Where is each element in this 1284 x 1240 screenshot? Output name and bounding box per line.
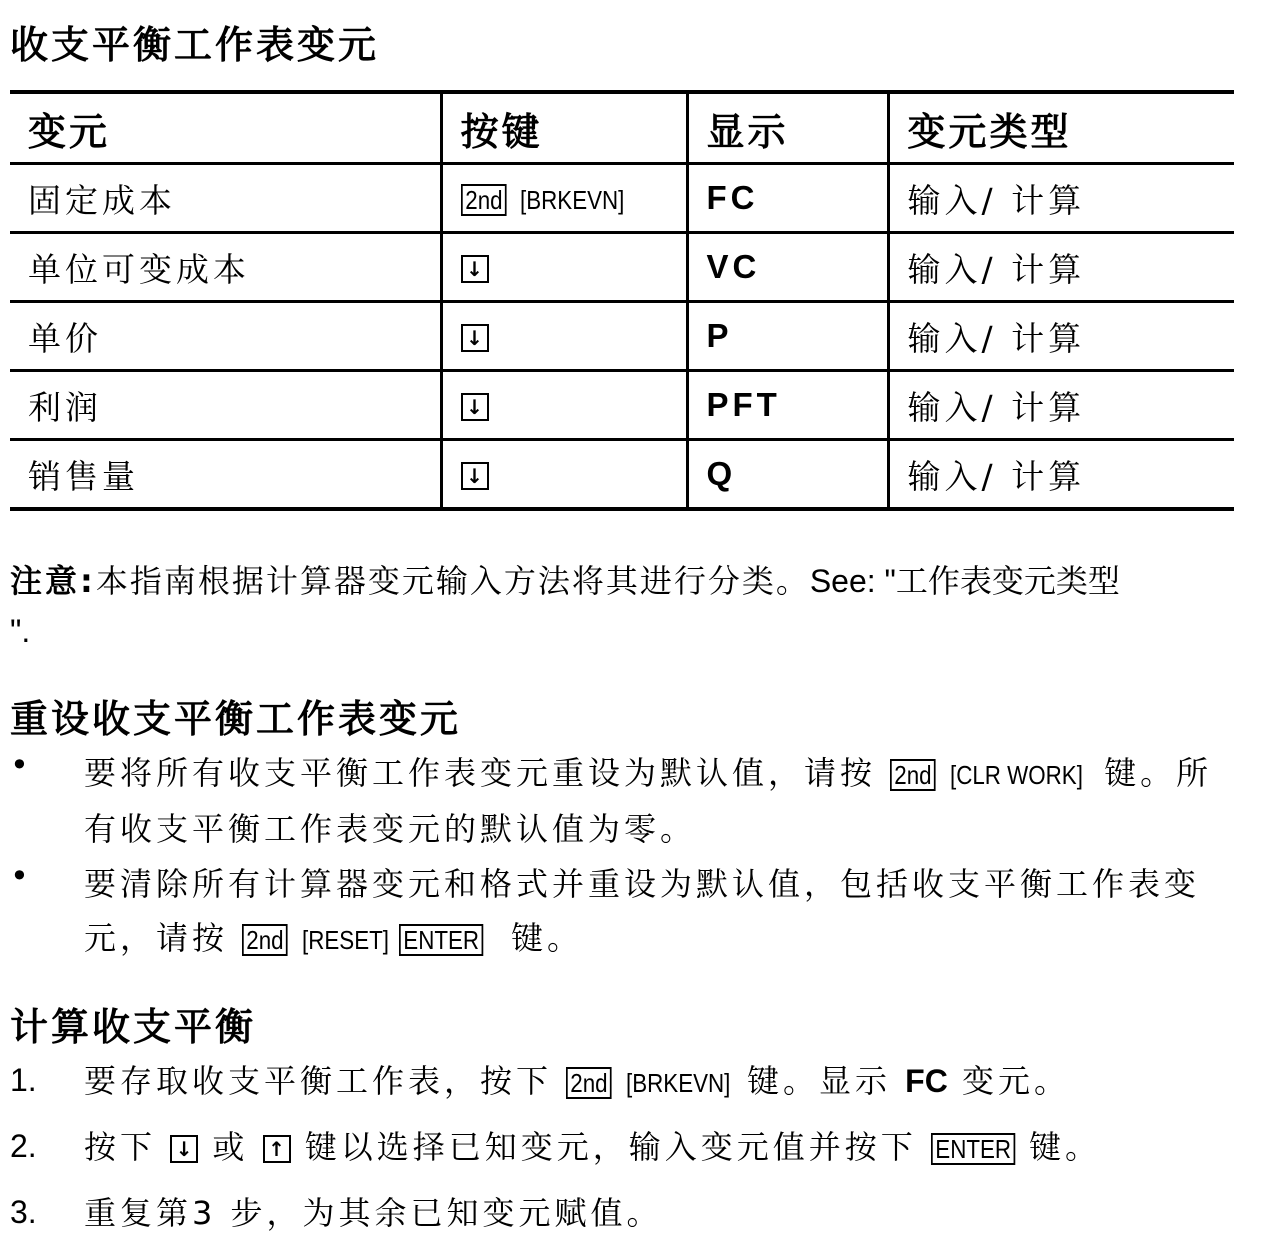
- cell-variable-name: 单价: [10, 302, 441, 371]
- header-variable-type: 变元类型: [888, 92, 1234, 164]
- 2nd-key: 2nd: [566, 1067, 612, 1099]
- enter-key: ENTER: [931, 1133, 1015, 1165]
- bullet-text: 要将所有收支平衡工作表变元重设为默认值，请按: [84, 754, 877, 792]
- enter-key: ENTER: [399, 924, 483, 956]
- cell-keystroke: [441, 371, 687, 440]
- cell-display: PFT: [687, 371, 888, 440]
- step-1: [84, 1054, 1280, 1110]
- 2nd-key: 2nd: [890, 759, 936, 791]
- brkevn-key: [BRKEVN]: [625, 1068, 730, 1098]
- bullet-text: 有收支平衡工作表变元的默认值为零。: [84, 810, 697, 848]
- cell-keystroke: [441, 233, 687, 302]
- note-paragraph: [10, 556, 1278, 656]
- cell-variable-name: 利润: [10, 371, 441, 440]
- clr-work-key: [CLR WORK]: [949, 760, 1083, 790]
- table-row: [10, 440, 1234, 510]
- table-row: [10, 302, 1234, 371]
- step-number: 2.: [10, 1128, 37, 1164]
- note-label: 注意:: [10, 562, 96, 600]
- table-row: [10, 164, 1234, 233]
- cell-variable-name: 单位可变成本: [10, 233, 441, 302]
- header-display: 显示: [687, 92, 888, 164]
- step-text: 要存取收支平衡工作表，按下: [84, 1062, 553, 1100]
- bullet-icon: •: [10, 746, 29, 784]
- bullet-text: 要清除所有计算器变元和格式并重设为默认值，包括收支平衡工作表变: [84, 865, 1201, 903]
- down-arrow-key-icon: ↓: [461, 462, 489, 490]
- step-text: 或: [212, 1128, 249, 1166]
- 2nd-key: 2nd: [461, 184, 507, 216]
- cell-type: 输入/ 计算: [888, 233, 1234, 302]
- cell-display: FC: [687, 164, 888, 233]
- step-3: 重复第3 步，为其余已知变元赋值。: [84, 1194, 663, 1232]
- up-arrow-key-icon: ↑: [263, 1135, 291, 1163]
- brkevn-key: [BRKEVN]: [519, 184, 625, 215]
- cell-display: Q: [687, 440, 888, 510]
- cell-type: 输入/ 计算: [888, 164, 1234, 233]
- cell-keystroke: [441, 164, 687, 233]
- cell-keystroke: [441, 440, 687, 510]
- step-number: 1.: [10, 1062, 37, 1098]
- bullet-text: 键。: [511, 919, 584, 957]
- bullet-text: 元，请按: [84, 919, 229, 957]
- down-arrow-key-icon: ↓: [461, 255, 489, 283]
- down-arrow-key-icon: ↓: [461, 324, 489, 352]
- table-header-row: [10, 92, 1234, 164]
- header-keystroke: 按键: [441, 92, 687, 164]
- down-arrow-key-icon: ↓: [461, 393, 489, 421]
- cell-type: 输入/ 计算: [888, 302, 1234, 371]
- reset-bullet-1: [84, 746, 1280, 856]
- variables-table: [10, 90, 1234, 511]
- compute-heading: 计算收支平衡: [10, 1005, 257, 1049]
- cell-type: 输入/ 计算: [888, 440, 1234, 510]
- note-tail: ".: [10, 613, 31, 649]
- note-see-link[interactable]: See: "工作表变元类型: [809, 563, 1120, 599]
- 2nd-key: 2nd: [242, 924, 288, 956]
- cell-keystroke: [441, 302, 687, 371]
- bullet-text: 键。所: [1104, 754, 1213, 792]
- cell-display: VC: [687, 233, 888, 302]
- reset-bullet-2: [84, 857, 1280, 967]
- cell-type: 输入/ 计算: [888, 371, 1234, 440]
- table-row: [10, 371, 1234, 440]
- step-text: 变元。: [961, 1062, 1070, 1100]
- reset-key: [RESET]: [301, 925, 389, 955]
- step-text: 键。: [1029, 1128, 1102, 1166]
- note-text: 本指南根据计算器变元输入方法将其进行分类。: [95, 562, 810, 600]
- down-arrow-key-icon: ↓: [170, 1135, 198, 1163]
- cell-variable-name: 销售量: [10, 440, 441, 510]
- cell-display: P: [687, 302, 888, 371]
- page-title: 收支平衡工作表变元: [10, 23, 380, 67]
- step-2: [84, 1120, 1280, 1174]
- step-number: 3.: [10, 1194, 37, 1230]
- reset-heading: 重设收支平衡工作表变元: [10, 697, 462, 741]
- header-variable: 变元: [10, 92, 441, 164]
- step-text: 键。显示: [746, 1062, 891, 1100]
- cell-variable-name: 固定成本: [10, 164, 441, 233]
- step-text: 按下: [84, 1128, 157, 1166]
- step-text: 键以选择已知变元，输入变元值并按下: [304, 1128, 917, 1166]
- bullet-icon: •: [10, 857, 29, 895]
- fc-variable: FC: [905, 1063, 948, 1099]
- table-row: [10, 233, 1234, 302]
